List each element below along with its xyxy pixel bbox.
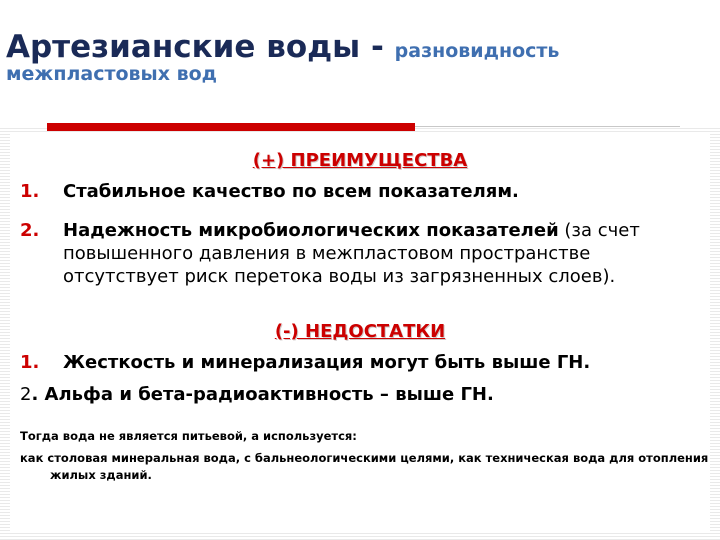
pros-heading: (+) ПРЕИМУЩЕСТВА [252, 150, 468, 171]
cons-item-1-number: 1. [20, 352, 40, 373]
pros-item-1-text: Стабильное качество по всем показателям. [63, 181, 519, 202]
cons-heading: (-) НЕДОСТАТКИ [274, 321, 446, 342]
title-accent-bar [47, 123, 415, 131]
cons-item-2-text: . Альфа и бета-радиоактивность – выше ГН. [31, 384, 494, 405]
pros-item-1-number: 1. [20, 181, 40, 202]
cons-item-1-text: Жесткость и минерализация могут быть выше ГН. [63, 352, 591, 373]
title-subtitle: разновидность межпластовых вод [6, 40, 560, 86]
note-block [20, 428, 710, 484]
slide-title [6, 30, 706, 85]
pros-item-2-text-normal: (за счет повышенного давления в межпластовом пространстве отсутствует риск перетока воды из загрязненных слоев). [63, 220, 640, 287]
title-main: Артезианские воды - [6, 29, 395, 65]
pros-item-2 [20, 219, 710, 288]
note-line-1: Тогда вода не является питьевой, а используется: [20, 429, 357, 443]
note-line-2: как столовая минеральная вода, с бальнеологическими целями, как техническая вода для отопления жилых зданий. [20, 451, 709, 482]
cons-item-1 [20, 351, 710, 374]
pros-item-2-number: 2. [20, 220, 40, 241]
cons-item-2-number: 2 [20, 384, 32, 405]
cons-item-2 [20, 383, 710, 406]
pros-item-2-text-bold: Надежность микробиологических показателей [63, 220, 559, 241]
pros-item-1 [20, 180, 710, 203]
